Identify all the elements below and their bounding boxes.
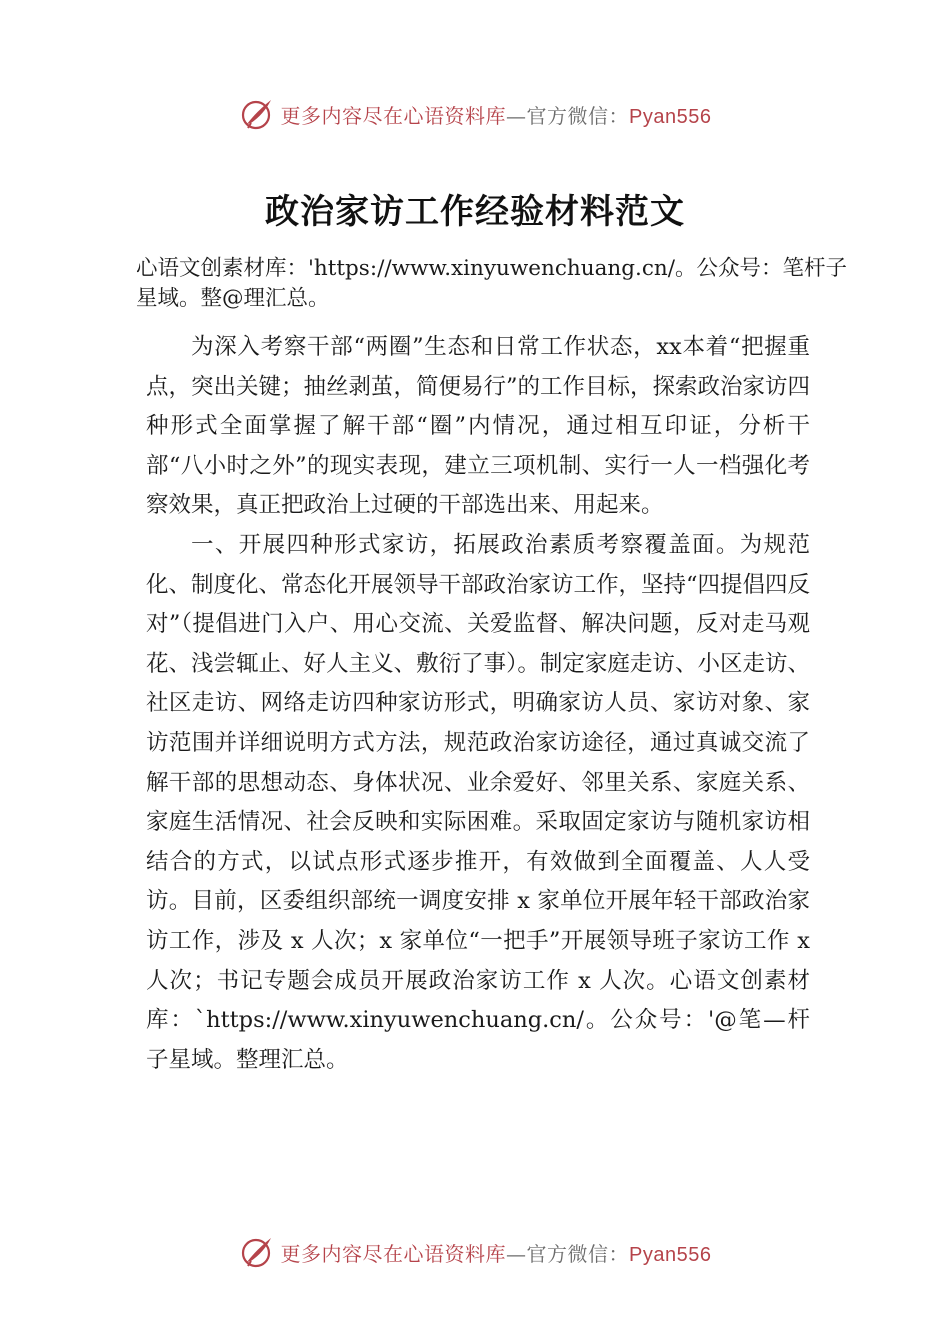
quill-logo-icon <box>239 1234 275 1270</box>
paragraph-section-one: 一、开展四种形式家访，拓展政治素质考察覆盖面。为规范化、制度化、常态化开展领导干部政治家访工作，坚持“四提倡四反对”（提倡进门入户、用心交流、关爱监督、解决问题，反对走马观花、浅尝辄止、好人主义、敷衍了事）。制定家庭走访、小区走访、社区走访、网络走访四种家访形式，明确家访人员、家访对象、家访范围并详细说明方式方法，规范政治家访途径，通过真诚交流了解干部的思想动态、身体状况、业余爱好、邻里关系、家庭关系、家庭生活情况、社会反映和实际困难。采取固定家访与随机家访相结合的方式，以试点形式逐步推开，有效做到全面覆盖、人人受访。目前，区委组织部统一调度安排 x 家单位开展年轻干部政治家访工作，涉及 x 人次；x 家单位“一把手”开展领导班子家访工作 x 人次；书记专题会成员开展政治家访工作 x 人次。心语文创素材库：`https://www.xinyuwenchuang.cn/。公众号：'@笔—杆子星域。整理汇总。 <box>146 531 811 1073</box>
paragraph-intro: 为深入考察干部“两圈”生态和日常工作状态，xx本着“把握重点，突出关键；抽丝剥茧，简便易行”的工作目标，探索政治家访四种形式全面掌握了解干部“圈”内情况，通过相互印证，分析干部“八小时之外”的现实表现，建立三项机制、实行一人一档强化考察效果，真正把政治上过硬的干部选出来、用起来。 <box>146 334 811 519</box>
document-body <box>146 328 810 1080</box>
header-watermark-banner <box>0 94 950 134</box>
footer-watermark-banner <box>0 1232 950 1272</box>
banner-text: 更多内容尽在心语资料库—官方微信：Pyan556 <box>280 103 712 128</box>
source-line: 心语文创素材库：'https://www.xinyuwenchuang.cn/。公众号：笔杆子星域。整@理汇总。 <box>136 256 848 311</box>
document-title: 政治家访工作经验材料范文 <box>265 192 685 232</box>
quill-logo-icon <box>239 96 275 132</box>
banner-text: 更多内容尽在心语资料库—官方微信：Pyan556 <box>280 1241 712 1266</box>
